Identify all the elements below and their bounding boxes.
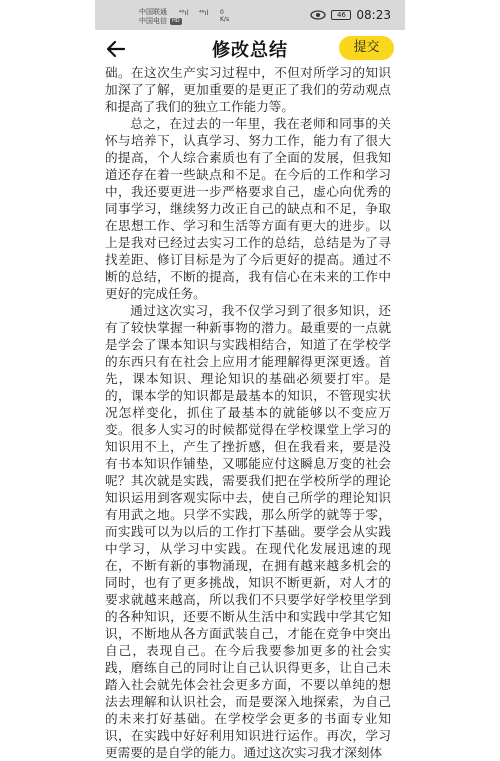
paragraph: 础。在这次生产实习过程中，不但对所学习的知识加深了了解，更加重要的是更正了我们的劳动观点和提高了我们的独立工作能力等。 bbox=[105, 65, 391, 114]
carrier-1-label: 中国联通 bbox=[139, 8, 167, 16]
signal-icon-2: ⁴⁶ıl bbox=[199, 9, 209, 17]
net-speed-value: 0 bbox=[220, 9, 224, 16]
status-right bbox=[310, 8, 391, 22]
paragraph: 通过这次实习，我不仅学习到了很多知识，还有了较快掌握一种新事物的潜力。最重要的一点就是学会了课本知识与实践相结合，知道了在学校学的东西只有在社会上应用才能理解得更深更透。首先，课本知识、理论知识的基础必须要打牢。是的，课本学的知识都是最基本的知识，不管现实状况怎样变化，抓住了最基本的就能够以不变应万变。很多人实习的时候都觉得在学校课堂上学习的知识用不上，产生了挫折感，但在我看来，要是没有书本知识作铺垫，又哪能应付这瞬息万变的社会呢？其次就是实践，需要我们把在学校所学的理论知识运用到客观实际中去，使自己所学的理论知识有用武之地。只学不实践，那么所学的就等于零，而实践可以为以后的工作打下基础。要学会从实践中学习，从学习中实践。在现代化发展迅速的现在，不断有新的事物涌现，在拥有越来越多机会的同时，也有了更多挑战，知识不断更新，对人才的要求就越来越高，所以我们不只要学好学校里学到的各种知识，还要不断从生活中和实践中学其它知识，不断地从各方面武装自己，才能在竞争中突出自己，表现自己。在今后我要参加更多的社会实践，磨练自己的同时让自己认识得更多，让自己未踏入社会就先体会社会更多方面，不要以单纯的想法去理解和认识社会，而是要深入地探索，为自己的未来打好基础。在学校学会更多的书面专业知识，在实践中好好利用知识进行运作。再次，学习更需要的是自学的能力。通过这次实习我才深刻体 bbox=[105, 303, 391, 760]
carrier-2-label: 中国电信 bbox=[139, 17, 167, 25]
top-app-bar bbox=[0, 30, 500, 68]
signal-icon-1: ⁴⁶ıl bbox=[179, 9, 189, 17]
page-title: 修改总结 bbox=[212, 40, 288, 61]
battery-icon: 46 bbox=[331, 10, 351, 20]
document-body[interactable] bbox=[105, 64, 391, 761]
clock: 08:23 bbox=[356, 8, 391, 22]
hd-badge: HD bbox=[172, 18, 180, 24]
eye-icon bbox=[310, 10, 326, 20]
status-bar bbox=[95, 0, 405, 30]
carrier-info bbox=[139, 8, 182, 26]
paragraph: 总之，在过去的一年里，我在老师和同事的关怀与培养下，认真学习、努力工作，能力有了很大的提高，个人综合素质也有了全面的发展，但我知道还存在着一些缺点和不足。在今后的工作和学习中，我还要更进一步严格要求自己，虚心向优秀的同事学习，继续努力改正自己的缺点和不足，争取在思想工作、学习和生活等方面有更大的进步。以上是我对已经过去实习工作的总结，总结是为了寻找差距、修订目标是为了今后更好的提高。通过不断的总结，不断的提高，我有信心在未来的工作中更好的完成任务。 bbox=[105, 116, 391, 301]
net-speed-unit: K/s bbox=[220, 16, 230, 23]
submit-button[interactable]: 提交 bbox=[339, 36, 394, 60]
net-speed bbox=[220, 9, 229, 23]
